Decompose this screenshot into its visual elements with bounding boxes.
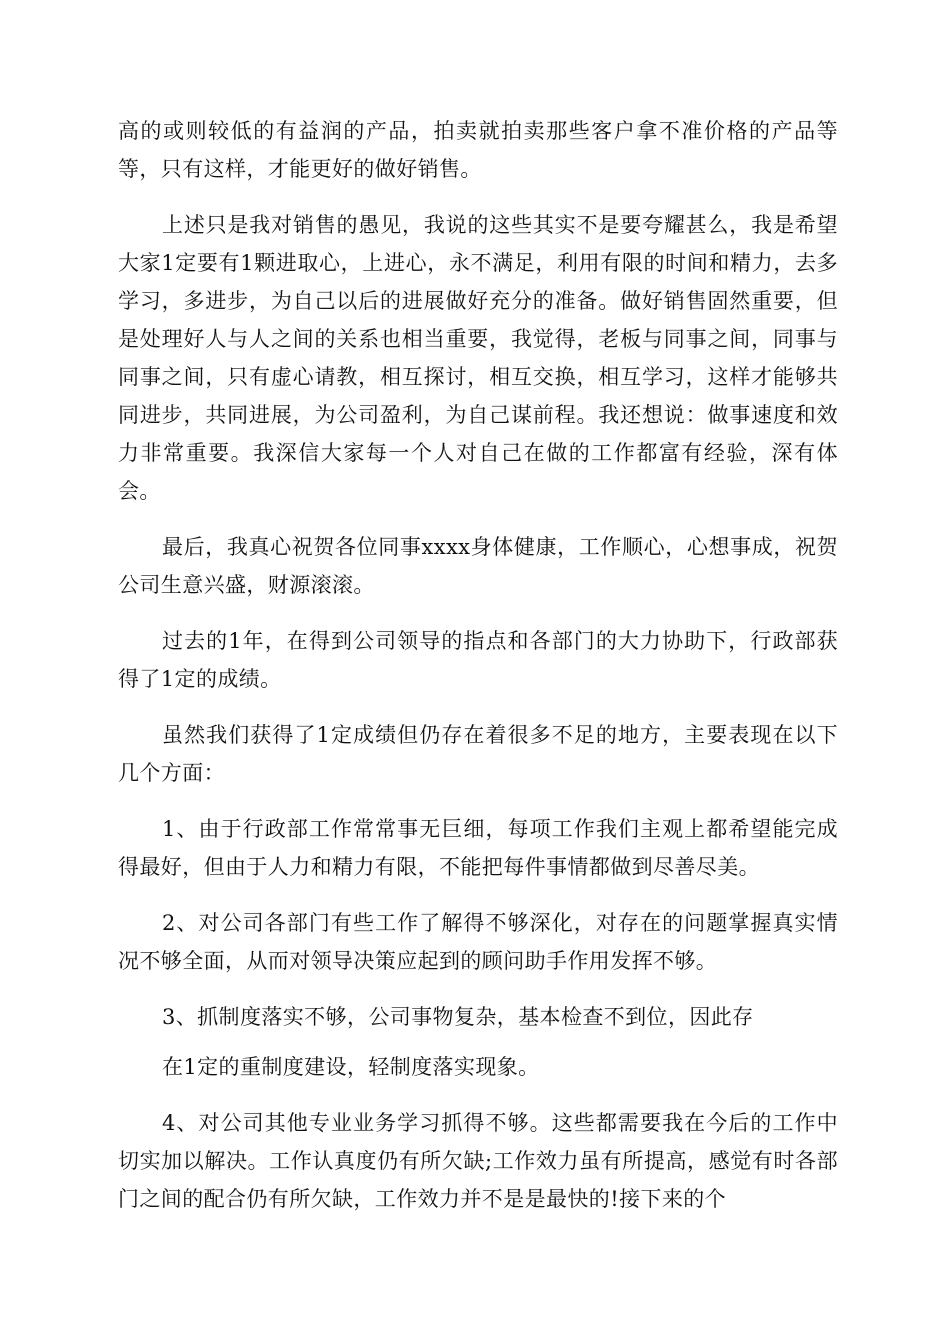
document-body (118, 112, 838, 1236)
paragraph-closing-wishes: 最后，我真心祝贺各位同事xxxx身体健康，工作顺心，心想事成，祝贺公司生意兴盛，财源滚滚。 (118, 535, 838, 597)
paragraph-sales-opinion: 上述只是我对销售的愚见，我说的这些其实不是要夸耀甚么，我是希望大家1定要有1颗进取心，上进心，永不满足，利用有限的时间和精力，去多学习，多进步，为自己以后的进展做好充分的准备。做好销售固然重要，但是处理好人与人之间的关系也相当重要，我觉得，老板与同事之间，同事与同事之间，只有虚心请教，相互探讨，相互交换，相互学习，这样才能够共同进步，共同进展，为公司盈利，为自己谋前程。我还想说：做事速度和效力非常重要。我深信大家每一个人对自己在做的工作都富有经验，深有体会。 (118, 213, 838, 503)
paragraph-past-year: 过去的1年，在得到公司领导的指点和各部门的大力协助下，行政部获得了1定的成绩。 (118, 629, 838, 691)
paragraph-continuation: 高的或则较低的有益润的产品，拍卖就拍卖那些客户拿不准价格的产品等等，只有这样，才能更好的做好销售。 (118, 119, 838, 181)
paragraph-point-2: 2、对公司各部门有些工作了解得不够深化，对存在的问题掌握真实情况不够全面，从而对领导决策应起到的顾问助手作用发挥不够。 (118, 911, 838, 973)
paragraph-point-3-continued: 在1定的重制度建设，轻制度落实现象。 (162, 1055, 540, 1079)
paragraph-point-1: 1、由于行政部工作常常事无巨细，每项工作我们主观上都希望能完成得最好，但由于人力和精力有限，不能把每件事情都做到尽善尽美。 (118, 817, 838, 879)
paragraph-shortcomings-intro: 虽然我们获得了1定成绩但仍存在着很多不足的地方，主要表现在以下几个方面： (118, 723, 838, 785)
paragraph-point-3: 3、抓制度落实不够，公司事物复杂，基本检查不到位，因此存 (162, 1005, 754, 1029)
paragraph-point-4: 4、对公司其他专业业务学习抓得不够。这些都需要我在今后的工作中切实加以解决。工作认真度仍有所欠缺;工作效力虽有所提高，感觉有时各部门之间的配合仍有所欠缺，工作效力并不是是最快的!接下来的个 (118, 1111, 838, 1211)
